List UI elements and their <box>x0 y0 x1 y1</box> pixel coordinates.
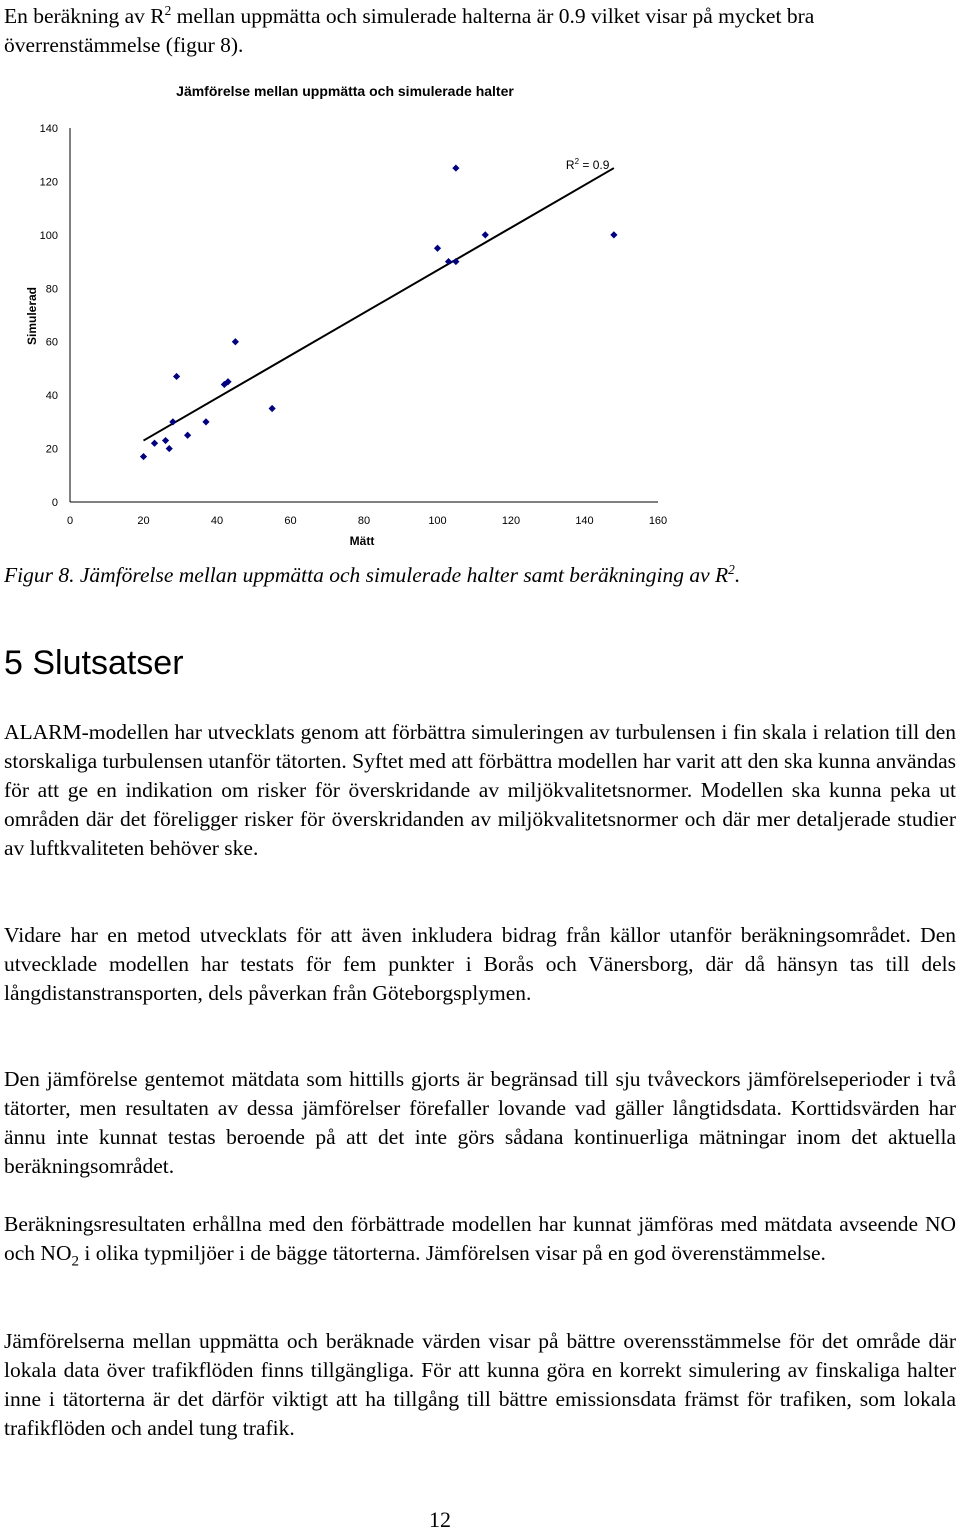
intro-paragraph <box>4 2 956 60</box>
x-tick-label: 20 <box>137 515 150 527</box>
r-squared-superscript: 2 <box>574 157 580 167</box>
x-tick-label: 0 <box>66 515 74 527</box>
caption-superscript: 2 <box>728 561 735 577</box>
y-tick-label: 80 <box>45 283 58 296</box>
data-point-marker <box>610 231 617 238</box>
chart-title: Jämförelse mellan uppmätta och simulerade halter <box>176 83 514 99</box>
intro-text-part1: En beräkning av R <box>4 4 165 28</box>
caption-text-part1: Figur 8. Jämförelse mellan uppmätta och simulerade halter samt beräkninging av R <box>4 563 729 587</box>
data-point-marker <box>140 453 147 460</box>
data-point-marker <box>151 440 158 447</box>
y-tick-label: 140 <box>39 123 58 135</box>
x-tick-label: 160 <box>648 515 668 527</box>
data-point-marker <box>232 338 239 345</box>
y-tick-label: 100 <box>39 229 58 242</box>
x-tick-label: 120 <box>501 515 521 527</box>
y-tick-labels <box>40 123 58 509</box>
data-points <box>140 164 618 460</box>
data-point-marker <box>184 432 191 439</box>
x-axis-label: Mätt <box>349 534 375 548</box>
y-tick-label: 0 <box>51 497 58 509</box>
data-point-marker <box>452 164 459 171</box>
y-tick-label: 20 <box>45 443 58 456</box>
paragraph-4-subscript: 2 <box>71 1253 80 1270</box>
y-tick-label: 120 <box>39 176 58 189</box>
intro-superscript: 2 <box>164 2 172 18</box>
x-tick-label: 80 <box>357 515 371 527</box>
x-tick-label: 140 <box>575 515 594 527</box>
data-point-marker <box>434 245 441 252</box>
y-axis-label: Simulerad <box>25 286 39 346</box>
x-tick-label: 40 <box>210 515 224 527</box>
r-squared-annotation <box>566 157 610 172</box>
paragraph-3: Den jämförelse gentemot mätdata som hittills gjorts är begränsad till sju tvåveckors jämförelseperioder i två tätorter, men resultaten av dessa jämförelser förefaller lovande vad gäller långtidsdata. Korttidsvärden har ännu inte kunnat testas beroende på att det inte görs sådana kontinuerliga mätningar inom det aktuella beräkningsområdet. <box>4 1067 956 1178</box>
data-point-marker <box>202 418 209 425</box>
section-heading: 5 Slutsatser <box>4 644 184 682</box>
caption-text-part2: . <box>734 563 741 587</box>
data-point-marker <box>269 405 276 412</box>
paragraph-4-part1: Beräkningsresultaten erhållna med den förbättrade modellen har kunnat jämföras med mätdata avseende NO och NO <box>4 1212 956 1265</box>
x-tick-label: 60 <box>284 515 297 527</box>
paragraph-4-part2: i olika typmiljöer i de bägge tätorterna. Jämförelsen visar på en god överenstämmelse. <box>79 1241 826 1265</box>
r-squared-label: R <box>565 158 575 173</box>
x-tick-labels <box>67 515 667 527</box>
data-point-marker <box>166 445 173 452</box>
y-tick-label: 40 <box>45 390 58 403</box>
intro-text-part2: mellan uppmätta och simulerade halterna är 0.9 vilket visar på mycket bra överrenstämmelse (figur 8). <box>4 4 815 57</box>
x-tick-label: 100 <box>428 515 447 527</box>
data-point-marker <box>482 231 489 238</box>
scatter-chart <box>0 78 700 556</box>
data-point-marker <box>162 437 169 444</box>
figure-caption <box>4 563 740 588</box>
paragraph-2: Vidare har en metod utvecklats för att även inkludera bidrag från källor utanför beräkningsområdet. Den utvecklade modellen har testats för fem punkter i Borås och Vänersborg, där då hänsyn tas till dels långdistanstransporten, dels påverkan från Göteborgsplymen. <box>4 923 956 1005</box>
page-number: 12 <box>429 1507 451 1532</box>
paragraph-5: Jämförelserna mellan uppmätta och beräknade värden visar på bättre overensstämmelse för det område där lokala data över trafikflöden finns tillgängliga. För att kunna göra en korrekt simulering av finskaliga halter inne i tätorterna är det därför viktigt att ha tillgång till bättre emissionsdata främst för trafiken, som lokala trafikflöden och andel tung trafik. <box>4 1329 956 1440</box>
r-squared-value: = 0.9 <box>579 158 610 173</box>
paragraph-1: ALARM-modellen har utvecklats genom att förbättra simuleringen av turbulensen i fin skala i relation till den storskaliga turbulensen utanför tätorten. Syftet med att förbättra modellen har varit att den ska kunna användas för att ge en indikation om risker för överskridande av miljökvalitetsnormer. Modellen ska kunna peka ut områden där det föreligger risker för överskridanden av miljökvalitetsnormer och där mer detaljerade studier av luftkvaliteten behöver ske. <box>4 720 956 860</box>
y-tick-label: 60 <box>45 336 58 349</box>
data-point-marker <box>173 373 180 380</box>
paragraph-4 <box>4 1210 956 1268</box>
data-point-marker <box>445 258 452 265</box>
trendline <box>144 168 614 440</box>
